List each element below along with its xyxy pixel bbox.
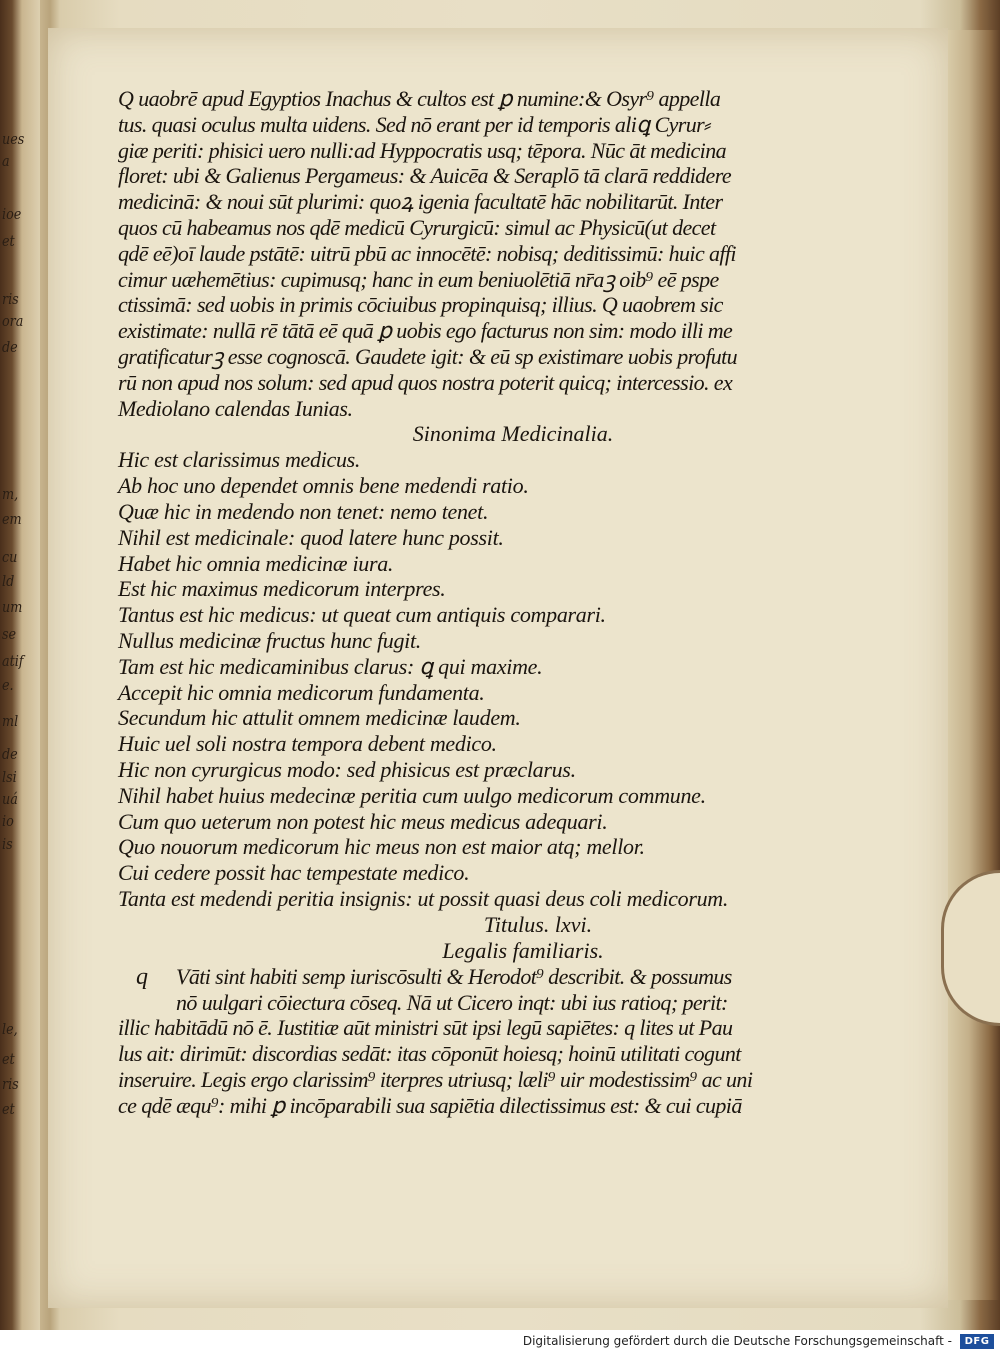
text-line: cimur uæhemētius: cupimusq; hanc in eum beniuolētiā nr̄aꝫ oib⁹ eē pspe (118, 266, 719, 292)
previous-page-fragment: ues (2, 130, 25, 148)
book-right-edge (948, 30, 1000, 1300)
synonym-line: Tantus est hic medicus: ut queat cum antiquis comparari. (118, 602, 606, 628)
text-line: inseruire. Legis ergo clarissim⁹ iterpres utriusq; læli⁹ uir modestissim⁹ ac uni (118, 1066, 753, 1092)
synonym-line: Hic non cyrurgicus modo: sed phisicus est præclarus. (118, 756, 576, 782)
dfg-logo: DFG (960, 1334, 994, 1349)
previous-page-fragment: uá (2, 790, 18, 808)
heading-titulus: Titulus. lxvi. (483, 911, 593, 937)
synonym-line: Ab hoc uno dependet omnis bene medendi ratio. (118, 473, 529, 499)
text-line: tus. quasi oculus multa uidens. Sed nō erant per id temporis aliꝗ Cyrur⸗ (118, 111, 711, 137)
text-block (118, 86, 848, 1118)
previous-page-fragment: ioe (2, 205, 22, 223)
text-line: existimate: nullā rē tātā eē quā ꝑ uobis ego facturus non sim: modo illi me (118, 318, 733, 344)
text-line: giæ periti: phisici uero nulli:ad Hyppocratis usq; tēpora. Nūc āt medicina (118, 137, 726, 163)
paragraph-2 (118, 990, 848, 1119)
previous-page-fragment: m, (2, 485, 19, 503)
previous-page-fragment: se (2, 625, 17, 643)
previous-page-fragment: a (2, 152, 10, 170)
synonym-line: Tam est hic medicaminibus clarus: ꝗ qui maxime. (118, 653, 543, 679)
paragraph-1 (118, 86, 848, 421)
synonym-line: Accepit hic omnia medicorum fundamenta. (118, 679, 485, 705)
synonym-line: Huic uel soli nostra tempora debent medico. (118, 731, 497, 757)
text-line: illic habitādū nō ē. Iustitiæ aūt ministri sūt ipsi legū sapiētes: q lites ut Pau (118, 1015, 733, 1041)
previous-page-fragment: le, (2, 1020, 18, 1038)
previous-page-fragment: ld (2, 572, 15, 590)
previous-page-fragment: de (2, 338, 18, 356)
text-line: gratificaturꝫ esse cognoscā. Gaudete igit: & eū sp existimare uobis profutu (118, 343, 738, 369)
heading-sinonima: Sinonima Medicinalia. (412, 421, 614, 447)
previous-page-fragment: lsi (2, 768, 17, 786)
text-line: medicinā: & noui sūt plurimi: quoꝝ igenia facultatē hāc nobilitarūt. Inter (118, 189, 723, 215)
previous-page-fragment: ris (2, 290, 19, 308)
previous-page-fragment: et (2, 1050, 15, 1068)
text-line: Vāti sint habiti semp iuriscōsulti & Herodot⁹ describit. & possumus (176, 963, 732, 989)
text-line: floret: ubi & Galienus Pergameus: & Auicēa & Seraplō tā clarā reddidere (118, 163, 732, 189)
text-line: nō uulgari cōiectura cōseq. Nā ut Cicero inqt: ubi ius ratioq; perit: (176, 989, 728, 1015)
previous-page-fragment: em (2, 510, 22, 528)
previous-page-fragment: ris (2, 1075, 19, 1093)
text-line: quos cū habeamus nos qdē medicū Cyrurgicū: simul ac Physicū(ut decet (118, 214, 716, 240)
synonym-line: Quæ hic in medendo non tenet: nemo tenet. (118, 498, 489, 524)
synonym-line: Habet hic omnia medicinæ iura. (118, 550, 394, 576)
synonym-line: Cum quo ueterum non potest hic meus medicus adequari. (118, 808, 608, 834)
heading-legalis: Legalis familiaris. (442, 937, 604, 963)
synonym-line: Secundum hic attulit omnem medicinæ laudem. (118, 705, 521, 731)
previous-page-fragment: de (2, 745, 18, 763)
initial-letter: q (136, 963, 148, 990)
text-line: ctissimā: sed uobis in primis cōciuibus propinquisq; illius. Q uaobrem sic (118, 292, 723, 318)
text-line: qdē eē)oī laude pstātē: uitrū pbū ac innocētē: nobisq; deditissimū: huic affi (118, 240, 736, 266)
synonym-line: Est hic maximus medicorum interpres. (118, 576, 446, 602)
synonym-line: Hic est clarissimus medicus. (118, 447, 361, 473)
text-line: Q uaobrē apud Egyptios Inachus & cultos est ꝑ numine:& Osyr⁹ appella (118, 86, 721, 111)
previous-page-fragment: ml (2, 712, 19, 730)
previous-page-fragment: et (2, 232, 15, 250)
previous-page-fragment: ora (2, 312, 24, 330)
previous-page-fragment: atif (2, 652, 24, 670)
synonym-line: Quo nouorum medicorum hic meus non est maior atq; mellor. (118, 834, 645, 860)
text-line: ce qdē æqu⁹: mihi ꝑ incōparabili sua sapiētia dilectissimus est: & cui cupiā (118, 1092, 742, 1118)
synonym-line: Nullus medicinæ fructus hunc fugit. (118, 627, 421, 653)
synonym-list (118, 447, 848, 911)
previous-page-fragment: cu (2, 548, 18, 566)
synonym-line: Nihil est medicinale: quod latere hunc possit. (118, 524, 504, 550)
footer-bar (0, 1330, 1000, 1353)
text-line: lus ait: dirimūt: discordias sedāt: itas cōponūt hoiesq; hoinū utilitati cogunt (118, 1041, 741, 1067)
synonym-line: Cui cedere possit hac tempestate medico. (118, 860, 470, 886)
previous-page-fragment: um (2, 598, 23, 616)
previous-page-fragment: io (2, 812, 14, 830)
previous-page-fragment: e. (2, 676, 14, 694)
previous-page-fragment: et (2, 1100, 15, 1118)
footer-credit: Digitalisierung gefördert durch die Deutsche Forschungsgemeinschaft - (522, 1334, 952, 1348)
synonym-line: Tanta est medendi peritia insignis: ut possit quasi deus coli medicorum. (118, 885, 729, 911)
text-line: rū non apud nos solum: sed apud quos nostra poterit quicq; intercessio. ex (118, 369, 733, 395)
synonym-line: Nihil habet huius medecinæ peritia cum uulgo medicorum commune. (118, 782, 706, 808)
previous-page-fragment: is (2, 835, 13, 853)
paragraph-2-first-line (118, 964, 848, 990)
text-line: Mediolano calendas Iunias. (118, 395, 353, 421)
